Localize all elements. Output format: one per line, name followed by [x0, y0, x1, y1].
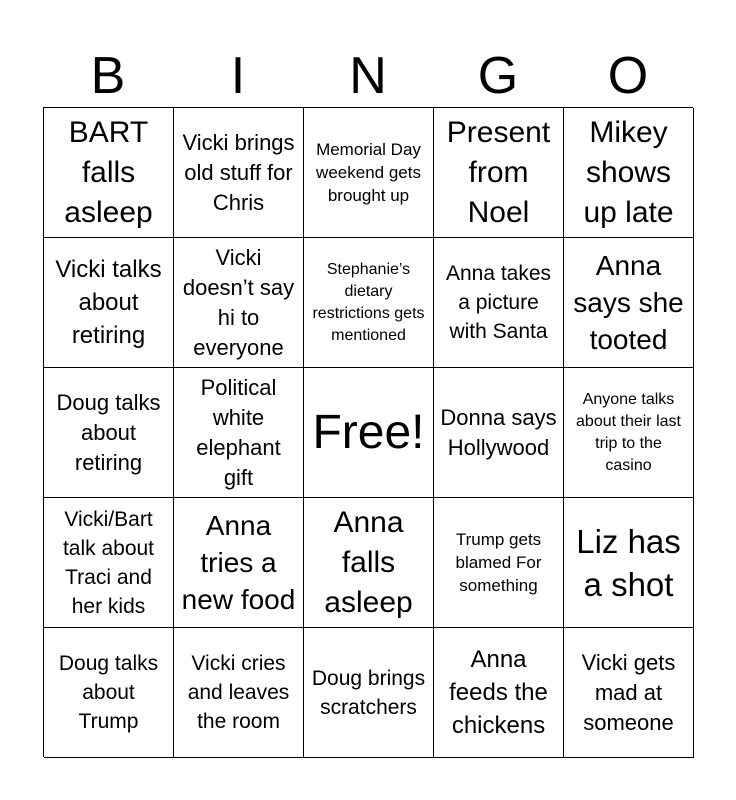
- cell-text: Memorial Day weekend gets brought up: [316, 140, 421, 205]
- cell-text: Anyone talks about their last trip to the casino: [576, 390, 681, 474]
- bingo-cell[interactable]: [174, 628, 304, 758]
- bingo-cell[interactable]: [304, 628, 434, 758]
- header-letter-i: I: [230, 47, 246, 105]
- bingo-cell[interactable]: [434, 238, 564, 368]
- cell-text: Anna feeds the chickens: [449, 646, 548, 739]
- free-space-text: Free!: [312, 405, 425, 459]
- bingo-cell[interactable]: [564, 368, 694, 498]
- bingo-cell[interactable]: [564, 108, 694, 238]
- bingo-cell[interactable]: [44, 368, 174, 498]
- bingo-cell[interactable]: [304, 498, 434, 628]
- bingo-cell[interactable]: [44, 238, 174, 368]
- bingo-cell[interactable]: [174, 238, 304, 368]
- bingo-cell[interactable]: [304, 238, 434, 368]
- cell-text: Vicki brings old stuff for Chris: [182, 129, 295, 215]
- cell-text: Vicki talks about retiring: [55, 256, 162, 349]
- cell-text: Donna says Hollywood: [440, 404, 557, 460]
- cell-text: Present from Noel: [446, 115, 551, 229]
- header-letter-o: O: [607, 47, 649, 105]
- bingo-cell[interactable]: [434, 628, 564, 758]
- bingo-cell[interactable]: [44, 498, 174, 628]
- bingo-cell[interactable]: [434, 498, 564, 628]
- bingo-cell[interactable]: [44, 108, 174, 238]
- header-letter-b: B: [90, 47, 126, 105]
- cell-text: Anna falls asleep: [324, 505, 413, 619]
- bingo-header: [43, 44, 693, 108]
- cell-text: Vicki gets mad at someone: [581, 649, 676, 735]
- bingo-cell[interactable]: [434, 368, 564, 498]
- bingo-card-grid: [43, 107, 693, 757]
- cell-text: Stephanie’s dietary restrictions gets mentioned: [312, 260, 425, 344]
- cell-text: Trump gets blamed For something: [455, 530, 542, 595]
- bingo-cell[interactable]: [174, 108, 304, 238]
- cell-text: BART falls asleep: [64, 115, 153, 229]
- header-letter-n: N: [349, 47, 387, 105]
- cell-text: Mikey shows up late: [583, 115, 674, 229]
- cell-text: Political white elephant gift: [196, 374, 281, 490]
- cell-text: Anna tries a new food: [181, 510, 296, 615]
- cell-text: Liz has a shot: [576, 522, 681, 603]
- bingo-cell[interactable]: [564, 628, 694, 758]
- cell-text: Vicki doesn’t say hi to everyone: [182, 244, 295, 360]
- bingo-cell[interactable]: [434, 108, 564, 238]
- header-letter-g: G: [477, 47, 519, 105]
- bingo-cell[interactable]: [174, 498, 304, 628]
- cell-text: Anna says she tooted: [573, 250, 684, 355]
- bingo-cell[interactable]: [564, 498, 694, 628]
- bingo-cell[interactable]: [564, 238, 694, 368]
- cell-text: Anna takes a picture with Santa: [445, 262, 552, 343]
- cell-text: Doug talks about retiring: [56, 389, 161, 475]
- free-space-cell[interactable]: [304, 368, 434, 498]
- cell-text: Vicki cries and leaves the room: [187, 652, 290, 733]
- cell-text: Doug talks about Trump: [58, 652, 159, 733]
- bingo-cell[interactable]: [174, 368, 304, 498]
- cell-text: Vicki/Bart talk about Traci and her kids: [62, 507, 155, 618]
- bingo-cell[interactable]: [44, 628, 174, 758]
- bingo-cell[interactable]: [304, 108, 434, 238]
- cell-text: Doug brings scratchers: [311, 666, 426, 719]
